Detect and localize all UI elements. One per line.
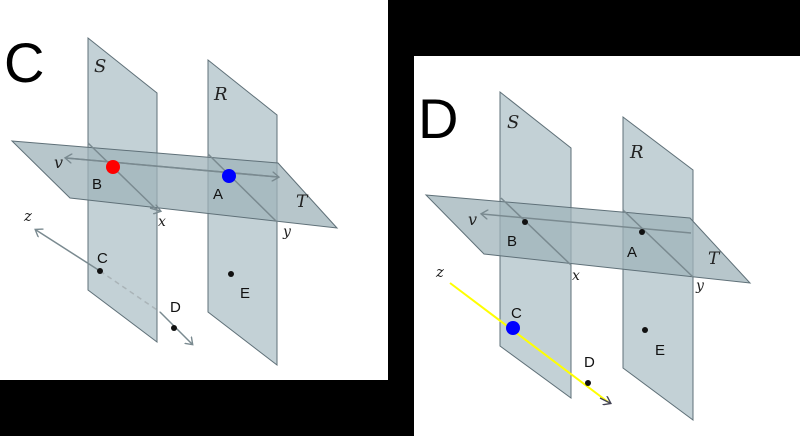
point-b bbox=[522, 219, 528, 225]
panel-d-label: D bbox=[418, 87, 459, 150]
line-x-label: x bbox=[572, 268, 580, 284]
plane-r-label: R bbox=[630, 142, 644, 163]
plane-s-label: S bbox=[94, 56, 107, 77]
panel-c-label: C bbox=[4, 31, 45, 94]
point-c-label: C bbox=[511, 305, 522, 322]
point-a-highlight bbox=[222, 169, 236, 183]
point-c-highlight bbox=[506, 321, 520, 335]
plane-t-label: T bbox=[708, 249, 720, 269]
point-b-label: B bbox=[507, 233, 518, 250]
point-b-highlight bbox=[106, 160, 120, 174]
point-b-label: B bbox=[92, 176, 103, 193]
plane-t-label: T bbox=[296, 192, 308, 212]
point-d bbox=[585, 380, 591, 386]
point-e bbox=[228, 271, 234, 277]
plane-s-label: S bbox=[507, 112, 520, 133]
panel-d bbox=[414, 56, 800, 436]
line-z-label: z bbox=[436, 263, 444, 281]
line-v-label: v bbox=[54, 153, 64, 172]
point-d-label: D bbox=[584, 354, 595, 371]
point-a-label: A bbox=[627, 244, 638, 261]
line-x-label: x bbox=[158, 214, 166, 230]
point-c bbox=[97, 268, 103, 274]
panel-c bbox=[0, 0, 388, 380]
point-d bbox=[171, 325, 177, 331]
plane-r-label: R bbox=[214, 84, 228, 105]
point-c-label: C bbox=[97, 250, 108, 267]
point-a-label: A bbox=[213, 186, 224, 203]
point-e-label: E bbox=[240, 285, 251, 302]
line-z-label: z bbox=[24, 207, 32, 225]
point-d-label: D bbox=[170, 299, 181, 316]
point-e bbox=[642, 327, 648, 333]
point-e-label: E bbox=[655, 342, 666, 359]
line-v-label: v bbox=[468, 210, 478, 229]
line-y-label: y bbox=[696, 278, 704, 294]
point-a bbox=[639, 229, 645, 235]
line-y-label: y bbox=[283, 224, 291, 240]
